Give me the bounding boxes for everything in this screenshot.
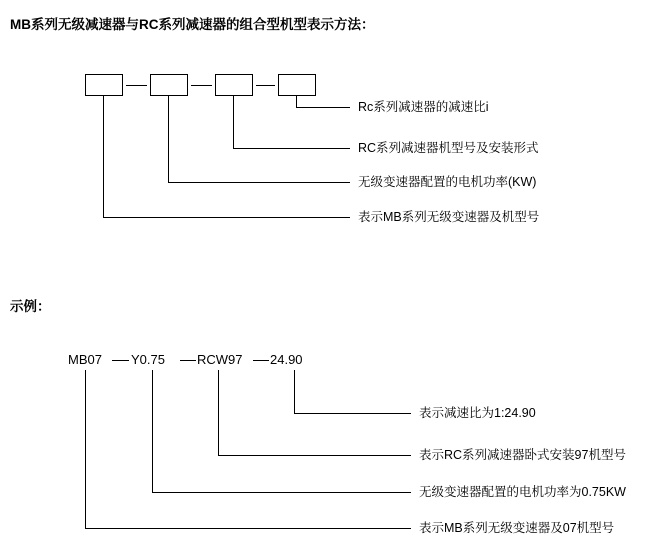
leader-vertical-2 [233, 96, 234, 148]
example-code-4: 24.90 [270, 352, 303, 367]
example-code-3: RCW97 [197, 352, 243, 367]
example-leader-vertical-4 [85, 370, 86, 528]
caption-series-model: 表示MB系列无级变速器及机型号 [358, 210, 540, 224]
example-leader-horizontal-4 [85, 528, 411, 529]
leader-horizontal-3 [168, 182, 350, 183]
example-separator-1 [112, 360, 129, 361]
model-separator-2 [191, 85, 212, 86]
example-leader-vertical-2 [218, 370, 219, 455]
example-caption-model-mount: 表示RC系列减速器卧式安装97机型号 [419, 448, 626, 462]
caption-ratio: Rc系列减速器的减速比i [358, 100, 489, 114]
model-separator-1 [126, 85, 147, 86]
example-label: 示例： [10, 299, 51, 314]
model-box-3 [215, 74, 253, 96]
example-leader-vertical-3 [152, 370, 153, 492]
model-box-1 [85, 74, 123, 96]
example-separator-3 [253, 360, 269, 361]
caption-model-mount: RC系列减速器机型号及安装形式 [358, 141, 539, 155]
leader-vertical-4 [103, 96, 104, 217]
caption-motor-power: 无级变速器配置的电机功率(KW) [358, 175, 537, 189]
leader-vertical-3 [168, 96, 169, 182]
model-box-2 [150, 74, 188, 96]
leader-horizontal-4 [103, 217, 350, 218]
example-caption-series-model: 表示MB系列无级变速器及07机型号 [419, 521, 615, 535]
example-leader-horizontal-3 [152, 492, 411, 493]
example-leader-horizontal-2 [218, 455, 411, 456]
leader-vertical-1 [296, 96, 297, 107]
example-caption-motor-power: 无级变速器配置的电机功率为0.75KW [419, 485, 626, 499]
example-caption-ratio: 表示减速比为1:24.90 [419, 406, 536, 420]
example-code-1: MB07 [68, 352, 102, 367]
leader-horizontal-1 [296, 107, 350, 108]
model-box-4 [278, 74, 316, 96]
example-code-2: Y0.75 [131, 352, 165, 367]
leader-horizontal-2 [233, 148, 350, 149]
page-title: MB系列无级减速器与RC系列减速器的组合型机型表示方法： [10, 17, 375, 32]
example-leader-vertical-1 [294, 370, 295, 413]
example-separator-2 [180, 360, 196, 361]
model-separator-3 [256, 85, 275, 86]
example-leader-horizontal-1 [294, 413, 411, 414]
